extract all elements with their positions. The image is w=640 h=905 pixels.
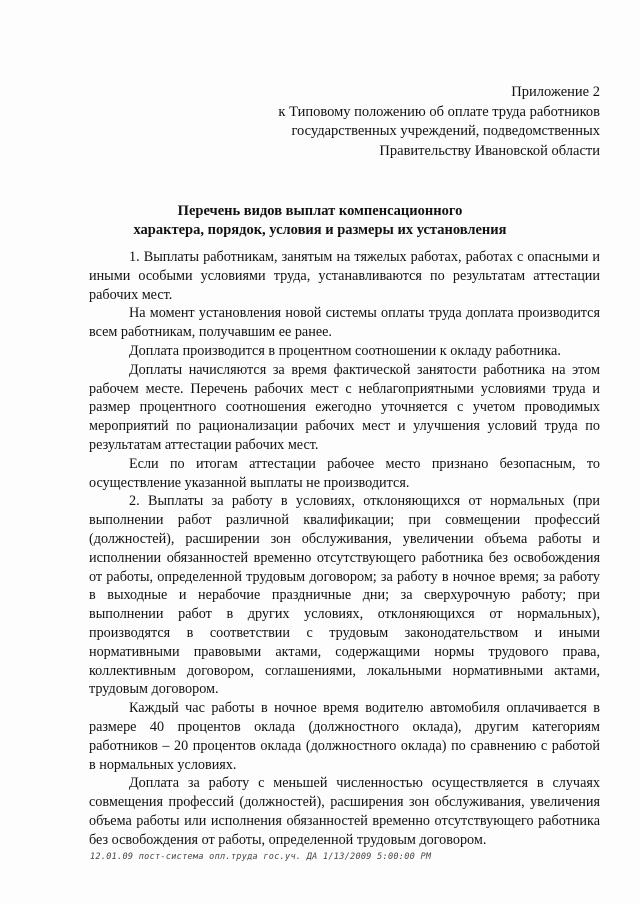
paragraph-2: На момент установления новой системы оплаты труда доплата производится всем работникам, получавшим ее ранее. <box>89 305 600 341</box>
title-line-2: характера, порядок, условия и размеры их установления <box>133 222 507 238</box>
paragraph-1: 1. Выплаты работникам, занятым на тяжелых работах, работах с опасными и иными особыми условиями труда, устанавливаются по результатам аттестации рабочих мест. <box>89 249 600 303</box>
file-footer: 12.01.09 пост-система опл.труда гос.уч. ДА 1/13/2009 5:00:00 PM <box>90 852 432 862</box>
paragraph-3: Доплата производится в процентном соотношении к окладу работника. <box>129 342 561 359</box>
paragraph-7: Каждый час работы в ночное время водителю автомобиля оплачивается в размере 40 процентов оклада (должностного оклада), другим категориям работников – 20 процентов оклада (должностного оклада) по сравнению с работой в нормальных условиях. <box>89 700 600 773</box>
paragraph-6: 2. Выплаты за работу в условиях, отклоняющихся от нормальных (при выполнении работ различной квалификации; при совмещении профессий (должностей), расширении зон обслуживания, увеличении объема работы и исполнении обязанностей временно отсутствующего работника без освобождения от работы, определенной трудовым договором; за работу в ночное время; за работу в выходные и нерабочие праздничные дни; за сверхурочную работу; при выполнении работ в других условиях, отклоняющихся от нормальных), производятся в соответствии с трудовым законодательством и иными нормативными правовыми актами, содержащими нормы трудового права, коллективным договором, соглашениями, локальными нормативными актами, трудовым договором. <box>89 493 600 698</box>
appendix-reference-line-1: к Типовому положению об оплате труда работников <box>278 103 600 120</box>
appendix-number: Приложение 2 <box>511 84 600 100</box>
paragraph-8: Доплата за работу с меньшей численностью осуществляется в случаях совмещения профессий (должностей), расширения зон обслуживания, увеличения объема работы или исполнения обязанностей временно отсутствующего работника без освобождения от работы, определенной трудовым договором. <box>89 775 600 848</box>
document-title <box>90 202 550 240</box>
document-body <box>89 248 600 850</box>
appendix-reference-line-2: государственных учреждений, подведомственных <box>291 123 600 139</box>
appendix-reference-line-3: Правительству Ивановской области <box>379 142 600 159</box>
title-line-1: Перечень видов выплат компенсационного <box>177 203 463 219</box>
paragraph-4: Доплаты начисляются за время фактической занятости работника на этом рабочем месте. Перечень рабочих мест с неблагоприятными условиями труда и размер процентного соотношения ежегодно уточняется с учетом проводимых мероприятий по рационализации рабочих мест и улучшения условий труда по результатам аттестации рабочих мест. <box>89 361 600 453</box>
appendix-header <box>200 83 600 161</box>
paragraph-5: Если по итогам аттестации рабочее место признано безопасным, то осуществление указанной выплаты не производится. <box>89 455 600 491</box>
